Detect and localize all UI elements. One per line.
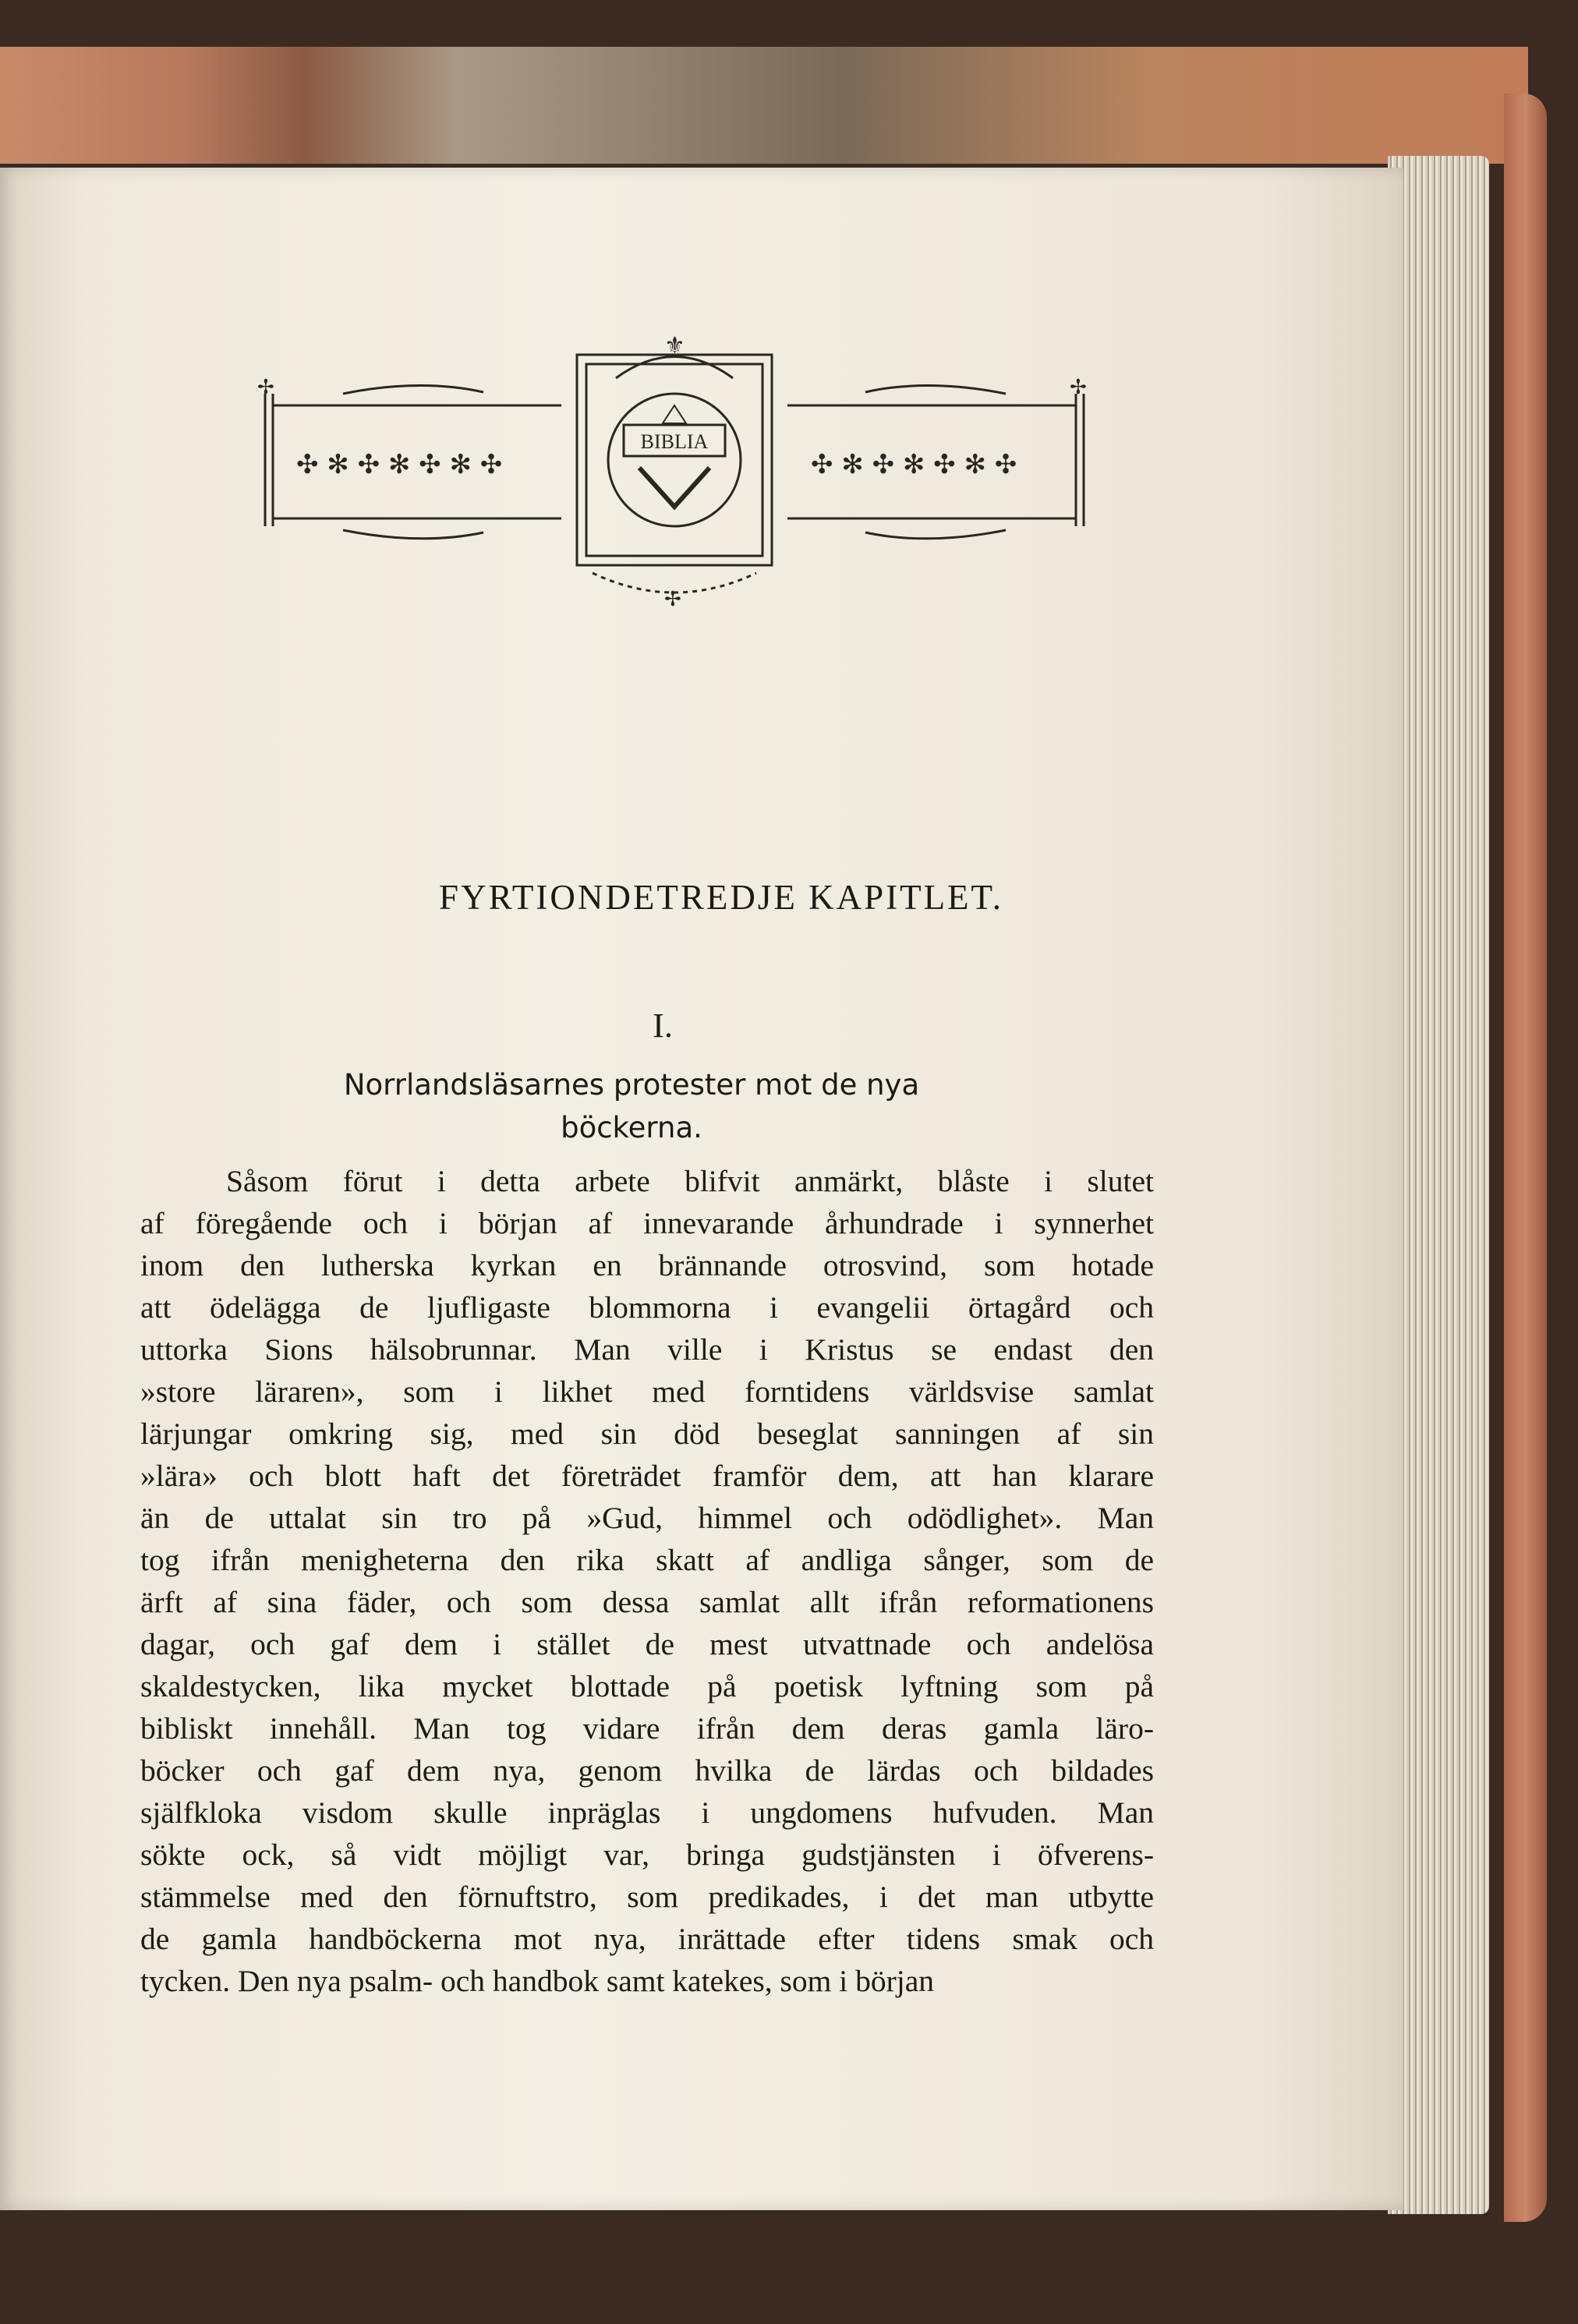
text-line: »lära» och blott haft det företrädet framför dem, att han klarare	[140, 1459, 1154, 1493]
book-binding-right	[1504, 94, 1547, 2222]
section-heading	[265, 1063, 998, 1149]
ornament-label: BIBLIA	[640, 430, 709, 453]
text-line: de gamla handböckerna mot nya, inrättade efter tidens smak och	[140, 1922, 1154, 1956]
text-line: stämmelse med den förnuftstro, som predikades, i det man utbytte	[140, 1880, 1154, 1914]
text-line: själfkloka visdom skulle inpräglas i ungdomens hufvuden. Man	[140, 1795, 1154, 1830]
svg-text:✣ ✻ ✣ ✻ ✣ ✻ ✣: ✣ ✻ ✣ ✻ ✣ ✻ ✣	[811, 449, 1017, 480]
text-line: Såsom förut i detta arbete blifvit anmärkt, blåste i slutet	[226, 1164, 1154, 1198]
body-text	[140, 1160, 1154, 2002]
text-line: sökte ock, så vidt möjligt var, bringa gudstjänsten i öfverens-	[140, 1838, 1154, 1872]
text-line: inom den lutherska kyrkan en brännande otrosvind, som hotade	[140, 1248, 1154, 1282]
text-line: lärjungar omkring sig, med sin död beseglat sanningen af sin	[140, 1417, 1154, 1451]
book-binding-top	[0, 47, 1528, 164]
svg-text:✣ ✻ ✣ ✻ ✣ ✻ ✣: ✣ ✻ ✣ ✻ ✣ ✻ ✣	[296, 449, 503, 480]
text-line: uttorka Sions hälsobrunnar. Man ville i Kristus se endast den	[140, 1332, 1154, 1367]
text-line: böcker och gaf dem nya, genom hvilka de lärdas och bildades	[140, 1753, 1154, 1788]
text-line: än de uttalat sin tro på »Gud, himmel och odödlighet». Man	[140, 1501, 1154, 1535]
section-numeral: I.	[653, 1006, 673, 1045]
text-line: skaldestycken, lika mycket blottade på poetisk lyftning som på	[140, 1669, 1154, 1703]
section-heading-line: böckerna.	[561, 1111, 702, 1144]
text-line: »store läraren», som i likhet med forntidens världsvise samlat	[140, 1374, 1154, 1409]
chapter-ornament	[249, 331, 1099, 612]
chapter-title: FYRTIONDETREDJE KAPITLET.	[439, 878, 1003, 917]
svg-text:✢: ✢	[664, 588, 681, 611]
text-line: tog ifrån menigheterna den rika skatt af andliga sånger, som de	[140, 1543, 1154, 1577]
text-line: att ödelägga de ljufligaste blommorna i evangelii örtagård och	[140, 1290, 1154, 1325]
svg-text:✢: ✢	[1070, 376, 1087, 399]
text-line: af föregående och i början af innevarande århundrade i synnerhet	[140, 1206, 1154, 1240]
svg-text:⚜: ⚜	[664, 332, 685, 359]
section-heading-line: Norrlandsläsarnes protester mot de nya	[343, 1068, 920, 1102]
text-line: tycken. Den nya psalm- och handbok samt katekes, som i början	[140, 1964, 934, 1998]
svg-text:✢: ✢	[257, 376, 274, 399]
text-line: ärft af sina fäder, och som dessa samlat allt ifrån reformationens	[140, 1585, 1154, 1619]
text-line: dagar, och gaf dem i stället de mest utvattnade och andelösa	[140, 1627, 1154, 1661]
text-line: bibliskt innehåll. Man tog vidare ifrån dem deras gamla läro-	[140, 1711, 1154, 1746]
